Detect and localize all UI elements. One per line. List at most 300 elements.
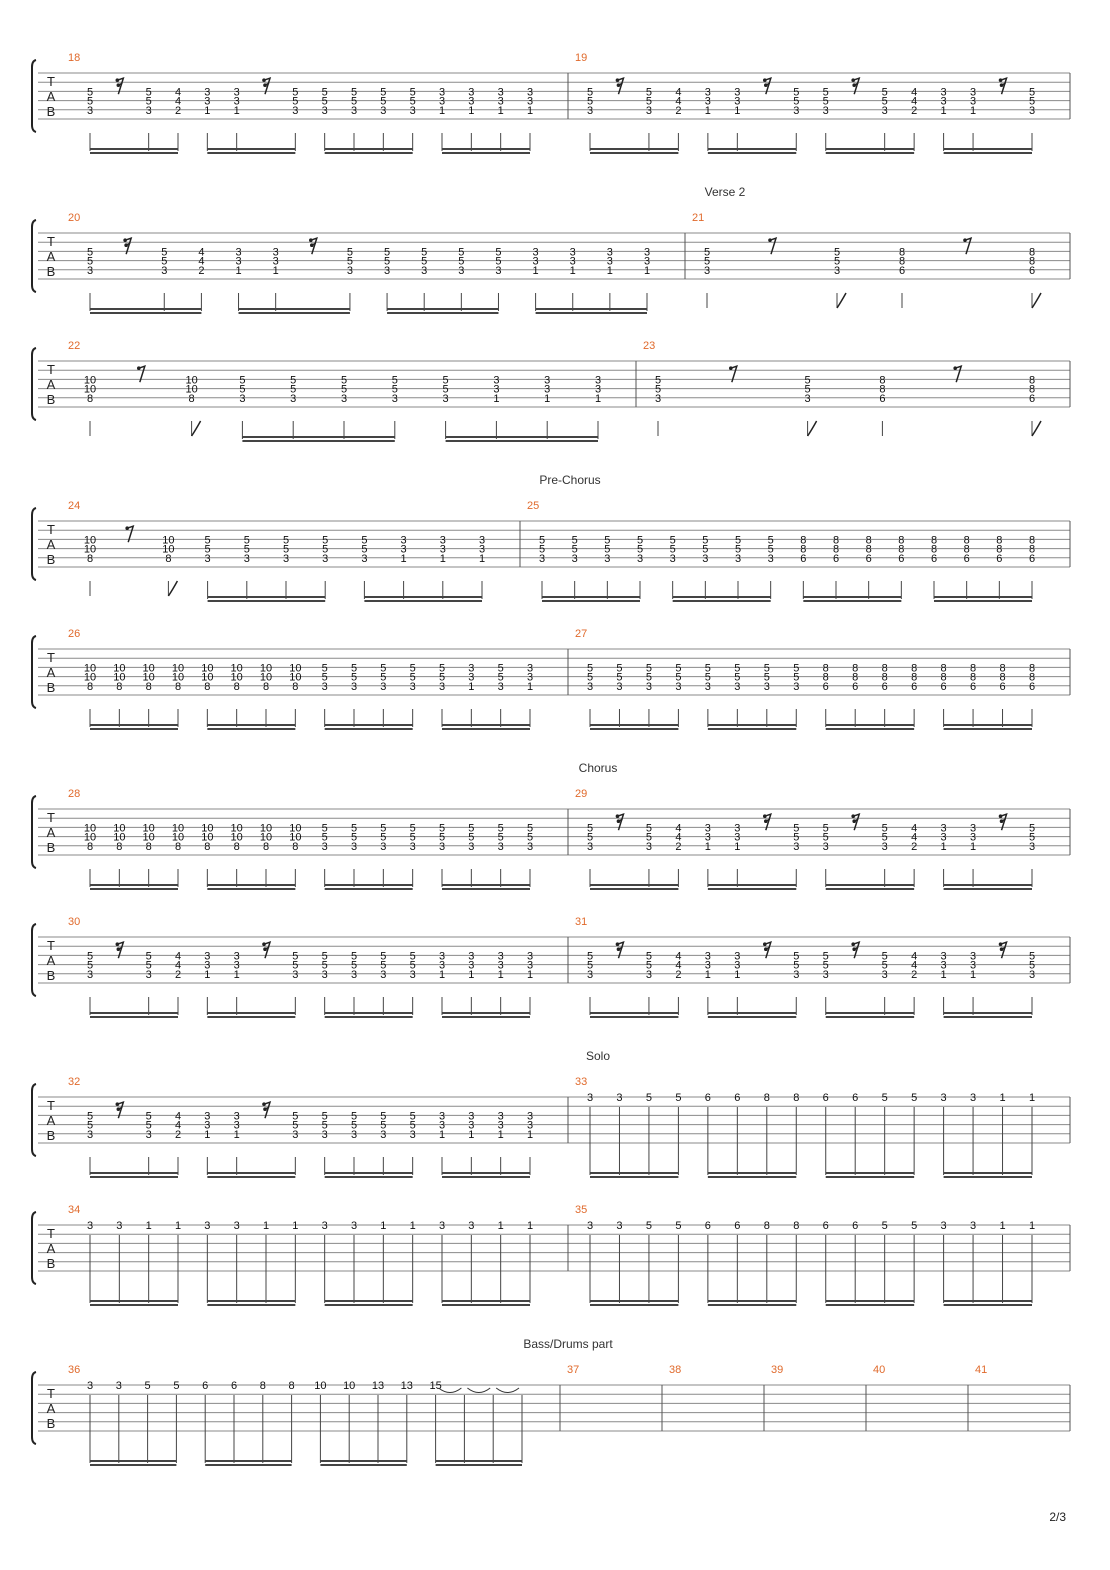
fret-number: 3	[833, 264, 841, 277]
fret-number: 6	[865, 552, 872, 565]
fret-number: 6	[202, 1380, 209, 1392]
beam	[826, 1016, 914, 1018]
fret-number: 5	[161, 255, 168, 268]
fret-number: 5	[586, 950, 594, 963]
fret-number: 5	[350, 86, 358, 99]
fret-number: 1	[233, 104, 240, 117]
fret-number: 6	[822, 680, 829, 693]
beam	[944, 1176, 1032, 1178]
fret-number: 5	[361, 543, 368, 556]
fret-number: 5	[86, 1119, 94, 1132]
fret-number: 5	[421, 255, 428, 268]
fret-number: 1	[532, 264, 539, 277]
beam	[590, 1012, 678, 1014]
beam	[542, 596, 640, 598]
fret-number: 8	[204, 680, 211, 693]
fret-number: 3	[1028, 104, 1036, 117]
fret-number: 5	[145, 95, 152, 108]
fret-number: 8	[852, 671, 859, 684]
fret-number: 1	[970, 104, 977, 117]
fret-number: 10	[113, 831, 126, 844]
beam	[590, 1172, 678, 1174]
measure-number: 24	[68, 500, 81, 512]
fret-number: 5	[458, 255, 465, 268]
fret-number: 10	[83, 534, 97, 547]
fret-number: 3	[478, 543, 486, 556]
tab-clef-letter: B	[46, 680, 56, 695]
measure-number: 29	[575, 788, 588, 800]
fret-number: 3	[272, 246, 279, 259]
section-label: Pre-Chorus	[539, 473, 601, 487]
beam	[442, 1172, 530, 1174]
fret-number: 5	[321, 671, 328, 684]
beam	[708, 1172, 796, 1174]
fret-number: 10	[162, 534, 175, 547]
beam	[826, 1304, 914, 1306]
fret-number: 3	[161, 264, 168, 277]
fret-number: 1	[704, 104, 711, 117]
beam	[826, 728, 914, 730]
fret-number: 10	[289, 822, 302, 835]
fret-number: 5	[645, 822, 652, 835]
beam	[944, 1172, 1032, 1174]
fret-number: 5	[804, 374, 811, 387]
fret-number: 5	[675, 1220, 682, 1232]
fret-number: 8	[174, 680, 182, 693]
fret-number: 8	[1028, 255, 1036, 268]
beam	[364, 596, 482, 598]
fret-number: 5	[822, 831, 829, 844]
fret-number: 3	[734, 680, 741, 693]
beam	[90, 312, 201, 314]
system-bracket	[32, 796, 36, 868]
fret-number: 1	[400, 552, 407, 565]
beam	[536, 308, 647, 310]
beam	[90, 884, 178, 886]
fret-number: 3	[970, 95, 977, 108]
fret-number: 5	[538, 543, 546, 556]
fret-number: 8	[262, 840, 270, 853]
fret-number: 3	[204, 1119, 211, 1132]
fret-number: 10	[113, 671, 126, 684]
fret-number: 13	[400, 1380, 413, 1392]
beam	[590, 888, 678, 890]
fret-number: 5	[350, 822, 358, 835]
fret-number: 3	[468, 959, 475, 972]
fret-number: 3	[493, 374, 500, 387]
fret-number: 8	[188, 392, 195, 405]
fret-number: 8	[879, 383, 886, 396]
fret-number: 5	[173, 1380, 180, 1392]
fret-number: 3	[704, 680, 711, 693]
fret-number: 3	[793, 840, 800, 853]
fret-number: 6	[734, 1220, 741, 1232]
fret-number: 5	[1028, 950, 1036, 963]
fret-number: 3	[439, 534, 446, 547]
fret-number: 5	[292, 86, 299, 99]
fret-number: 8	[763, 1220, 770, 1232]
fret-number: 5	[321, 959, 328, 972]
fret-number: 10	[171, 662, 185, 675]
fret-number: 3	[1028, 968, 1036, 981]
beam	[944, 728, 1032, 730]
fret-number: 5	[911, 1220, 918, 1232]
fret-number: 5	[703, 255, 711, 268]
fret-number: 3	[115, 1380, 122, 1392]
fret-number: 5	[243, 534, 250, 547]
fret-number: 8	[963, 543, 970, 556]
fret-number: 8	[763, 1092, 770, 1104]
fret-number: 1	[204, 104, 211, 117]
fret-number: 5	[767, 543, 774, 556]
beam	[826, 1012, 914, 1014]
fret-number: 1	[145, 1220, 152, 1232]
fret-number: 8	[86, 680, 94, 693]
beam	[207, 728, 295, 730]
measure-number: 31	[575, 916, 588, 928]
fret-number: 1	[438, 1128, 446, 1141]
fret-number: 8	[288, 1380, 295, 1392]
beam	[90, 152, 178, 154]
fret-number: 5	[734, 662, 741, 675]
fret-number: 10	[201, 662, 214, 675]
measure-number: 27	[575, 628, 588, 640]
fret-number: 2	[911, 104, 918, 117]
beam	[387, 312, 498, 314]
fret-number: 5	[409, 1110, 416, 1123]
fret-number: 1	[493, 392, 500, 405]
beam	[90, 888, 178, 890]
fret-number: 3	[643, 255, 651, 268]
fret-number: 5	[881, 950, 888, 963]
eighth-flag	[1032, 421, 1041, 436]
fret-number: 1	[704, 840, 711, 853]
fret-number: 3	[321, 1128, 328, 1141]
fret-number: 3	[822, 968, 829, 981]
fret-number: 5	[350, 662, 358, 675]
system-bracket	[32, 508, 36, 580]
beam	[325, 1172, 413, 1174]
fret-number: 8	[852, 662, 859, 675]
beam	[673, 600, 771, 602]
beam	[364, 600, 482, 602]
fret-number: 5	[571, 534, 578, 547]
fret-number: 1	[734, 968, 741, 981]
measure-number: 41	[975, 1364, 988, 1376]
beam	[944, 152, 1032, 154]
measure-number: 28	[68, 788, 81, 800]
beam	[708, 728, 796, 730]
fret-number: 3	[350, 1220, 358, 1232]
fret-number: 3	[734, 950, 741, 963]
fret-number: 5	[636, 543, 644, 556]
fret-number: 5	[346, 246, 353, 259]
fret-number: 5	[586, 959, 594, 972]
fret-number: 3	[970, 86, 977, 99]
tab-clef-letter: A	[46, 1113, 56, 1128]
tab-clef-letter: A	[46, 249, 56, 264]
fret-number: 3	[468, 86, 475, 99]
fret-number: 5	[833, 255, 841, 268]
fret-number: 3	[586, 104, 594, 117]
fret-number: 5	[350, 95, 358, 108]
tab-clef-letter: A	[46, 665, 56, 680]
fret-number: 10	[83, 671, 97, 684]
fret-number: 3	[586, 968, 594, 981]
fret-number: 1	[174, 1220, 182, 1232]
fret-number: 3	[438, 1110, 446, 1123]
fret-number: 8	[116, 680, 123, 693]
eighth-flag	[1032, 293, 1041, 308]
fret-number: 5	[239, 374, 246, 387]
fret-number: 5	[145, 950, 152, 963]
fret-number: 3	[468, 671, 475, 684]
fret-number: 3	[881, 968, 888, 981]
fret-number: 6	[970, 680, 977, 693]
fret-number: 5	[145, 86, 152, 99]
fret-number: 5	[645, 86, 652, 99]
fret-number: 3	[391, 392, 398, 405]
beam	[325, 724, 413, 726]
measure-number: 21	[692, 212, 705, 224]
fret-number: 3	[940, 86, 947, 99]
fret-number: 3	[586, 680, 594, 693]
fret-number: 4	[675, 959, 682, 972]
tab-clef-letter: B	[46, 104, 56, 119]
beam	[708, 1012, 796, 1014]
system-bracket	[32, 924, 36, 996]
fret-number: 10	[230, 822, 243, 835]
fret-number: 8	[970, 662, 977, 675]
fret-number: 5	[495, 246, 502, 259]
tab-clef-letter: T	[47, 1226, 55, 1241]
fret-number: 3	[421, 264, 428, 277]
fret-number: 3	[497, 959, 504, 972]
fret-number: 3	[526, 1119, 534, 1132]
fret-number: 1	[526, 104, 534, 117]
fret-number: 3	[538, 552, 546, 565]
fret-number: 8	[865, 534, 872, 547]
fret-number: 3	[594, 374, 602, 387]
fret-number: 3	[438, 680, 446, 693]
fret-number: 6	[1028, 264, 1036, 277]
fret-number: 1	[497, 1220, 504, 1232]
fret-number: 5	[421, 246, 428, 259]
fret-number: 3	[793, 680, 800, 693]
fret-number: 4	[174, 86, 182, 99]
fret-number: 5	[409, 86, 416, 99]
fret-number: 5	[881, 86, 888, 99]
beam	[90, 1300, 178, 1302]
fret-number: 1	[606, 264, 613, 277]
fret-number: 5	[86, 1110, 94, 1123]
beam	[207, 148, 295, 150]
fret-number: 10	[259, 822, 273, 835]
fret-number: 6	[832, 552, 840, 565]
fret-number: 8	[86, 552, 94, 565]
fret-number: 10	[113, 662, 126, 675]
tab-clef-letter: B	[46, 1128, 56, 1143]
fret-number: 5	[290, 374, 297, 387]
fret-number: 3	[645, 680, 652, 693]
fret-number: 10	[201, 822, 214, 835]
fret-number: 6	[822, 1092, 829, 1104]
fret-number: 1	[204, 1128, 211, 1141]
beam	[934, 600, 1032, 602]
fret-number: 3	[116, 1220, 123, 1232]
fret-number: 8	[898, 255, 906, 268]
fret-number: 3	[704, 959, 711, 972]
fret-number: 1	[940, 840, 947, 853]
fret-number: 10	[162, 543, 175, 556]
beam	[708, 1300, 796, 1302]
fret-number: 10	[171, 831, 185, 844]
fret-number: 6	[898, 552, 905, 565]
fret-number: 10	[185, 383, 198, 396]
fret-number: 5	[350, 831, 358, 844]
fret-number: 10	[289, 831, 302, 844]
fret-number: 1	[468, 104, 475, 117]
beam	[442, 1016, 530, 1018]
fret-number: 5	[734, 534, 742, 547]
fret-number: 3	[594, 383, 602, 396]
fret-number: 1	[292, 1220, 299, 1232]
beam	[442, 1300, 530, 1302]
fret-number: 8	[1028, 534, 1036, 547]
fret-number: 3	[86, 1128, 94, 1141]
tab-clef-letter: T	[47, 522, 55, 537]
fret-number: 5	[321, 831, 328, 844]
beam	[207, 152, 295, 154]
fret-number: 3	[734, 831, 741, 844]
fret-number: 3	[616, 680, 623, 693]
fret-number: 3	[704, 95, 711, 108]
fret-number: 4	[174, 959, 182, 972]
measure-number: 37	[567, 1364, 580, 1376]
fret-number: 5	[409, 662, 416, 675]
fret-number: 8	[174, 840, 182, 853]
fret-number: 5	[881, 1092, 888, 1104]
measure-number: 23	[643, 340, 656, 352]
fret-number: 5	[409, 1119, 416, 1132]
beam	[205, 1464, 291, 1466]
measure-number: 20	[68, 212, 81, 224]
tab-clef-letter: T	[47, 1098, 55, 1113]
fret-number: 3	[544, 383, 551, 396]
fret-number: 5	[497, 822, 504, 835]
fret-number: 2	[675, 840, 682, 853]
fret-number: 3	[204, 86, 211, 99]
fret-number: 8	[940, 671, 947, 684]
fret-number: 5	[881, 95, 888, 108]
fret-number: 3	[497, 1119, 504, 1132]
measure-number: 35	[575, 1204, 588, 1216]
fret-number: 5	[321, 86, 328, 99]
fret-number: 4	[911, 959, 918, 972]
beam	[325, 1176, 413, 1178]
fret-number: 1	[569, 264, 576, 277]
system-bracket	[32, 348, 36, 420]
fret-number: 3	[86, 264, 94, 277]
beam	[826, 148, 914, 150]
fret-number: 3	[292, 104, 299, 117]
fret-number: 5	[822, 959, 829, 972]
fret-number: 3	[970, 1220, 977, 1232]
fret-number: 3	[233, 86, 240, 99]
fret-number: 3	[636, 552, 644, 565]
fret-number: 5	[292, 1110, 299, 1123]
fret-number: 5	[645, 1220, 652, 1232]
fret-number: 5	[321, 662, 328, 675]
fret-number: 4	[675, 95, 682, 108]
fret-number: 5	[645, 831, 652, 844]
fret-number: 3	[439, 543, 446, 556]
fret-number: 8	[1028, 662, 1036, 675]
fret-number: 3	[497, 86, 504, 99]
beam	[673, 596, 771, 598]
system-bracket	[32, 1372, 36, 1444]
beam	[436, 1464, 522, 1466]
fret-number: 3	[606, 255, 613, 268]
fret-number: 3	[468, 1220, 475, 1232]
fret-number: 5	[243, 543, 250, 556]
fret-number: 10	[83, 383, 97, 396]
fret-number: 5	[204, 543, 211, 556]
fret-number: 10	[259, 831, 273, 844]
fret-number: 3	[340, 392, 348, 405]
fret-number: 5	[442, 383, 449, 396]
fret-number: 3	[322, 552, 329, 565]
fret-number: 3	[544, 374, 551, 387]
fret-number: 3	[734, 86, 741, 99]
fret-number: 8	[822, 662, 829, 675]
fret-number: 5	[704, 662, 711, 675]
fret-number: 3	[526, 662, 534, 675]
fret-number: 8	[233, 680, 240, 693]
beam	[208, 596, 326, 598]
measure-number: 26	[68, 628, 81, 640]
page-number: 2/3	[1049, 1510, 1066, 1524]
fret-number: 1	[940, 104, 947, 117]
fret-number: 3	[497, 1110, 504, 1123]
fret-number: 5	[409, 950, 416, 963]
fret-number: 8	[822, 671, 829, 684]
fret-number: 5	[495, 255, 502, 268]
fret-number: 3	[497, 840, 504, 853]
tie-arc	[496, 1388, 519, 1393]
fret-number: 5	[881, 959, 888, 972]
fret-number: 5	[468, 831, 475, 844]
beam	[442, 728, 530, 730]
fret-number: 5	[346, 255, 353, 268]
beam	[90, 724, 178, 726]
fret-number: 1	[438, 968, 446, 981]
fret-number: 3	[940, 959, 947, 972]
measure-number: 22	[68, 340, 81, 352]
fret-number: 3	[604, 552, 611, 565]
fret-number: 3	[940, 1092, 947, 1104]
fret-number: 8	[262, 680, 270, 693]
fret-number: 5	[804, 383, 811, 396]
fret-number: 6	[1028, 392, 1036, 405]
beam	[207, 1300, 295, 1302]
tab-clef-letter: T	[47, 938, 55, 953]
system-bracket	[32, 636, 36, 708]
fret-number: 5	[321, 1119, 328, 1132]
fret-number: 15	[429, 1380, 442, 1392]
beam	[325, 152, 413, 154]
fret-number: 1	[594, 392, 602, 405]
